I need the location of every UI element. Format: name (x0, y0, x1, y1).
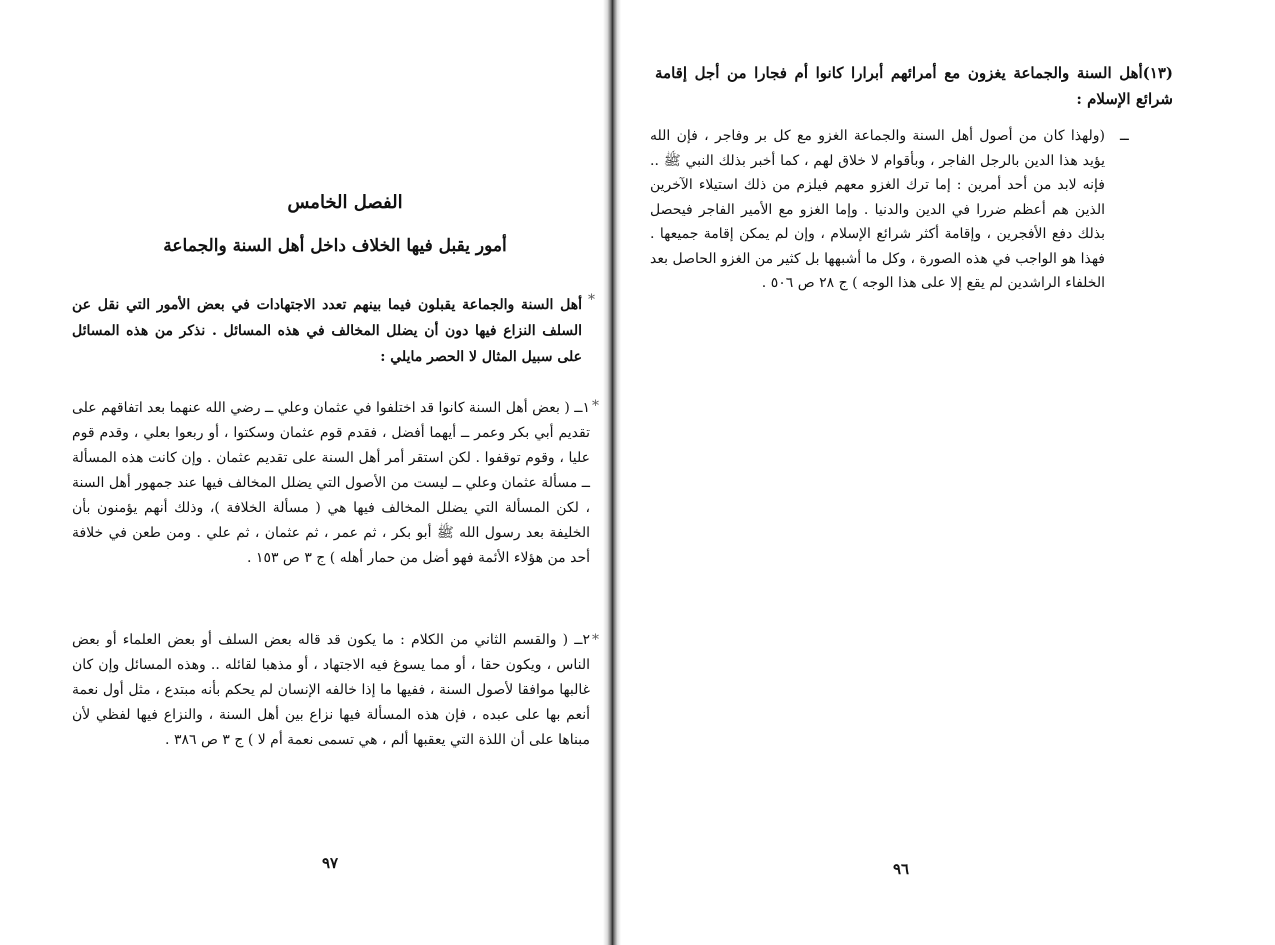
star-marker: * (592, 398, 599, 414)
page-number: ٩٧ (322, 854, 339, 872)
left-page (0, 0, 604, 945)
list-item-1: ١ــ ( بعض أهل السنة كانوا قد اختلفوا في عثمان وعلي ــ رضي الله عنهما بعد اتفاقهم على تقديم أبي بكر وعمر ــ أيهما أفضل ، فقدم قوم عثمان وسكتوا ، أو ربعوا بعلي ، وقدم قوم عليا ، وقوم توقفوا . لكن استقر أمر أهل السنة على تقديم عثمان . وإن كانت هذه المسألة ــ مسألة عثمان وعلي ــ ليست من الأصول التي يضلل المخالف فيها عند جمهور أهل السنة ، لكن المسألة التي يضلل المخالف فيها هي ( مسألة الخلافة )، وذلك أنهم يؤمنون بأن الخليفة بعد رسول الله ﷺ أبو بكر ، ثم عمر ، ثم عثمان ، ثم علي . ومن طعن في خلافة أحد من هؤلاء الأئمة فهو أضل من حمار أهله ) ج ٣ ص ١٥٣ . (72, 400, 590, 566)
section-heading: (١٣)أهل السنة والجماعة يغزون مع أمرائهم أبرارا كانوا أم فجارا من أجل إقامة شرائع الإسلام : (655, 64, 1173, 108)
page-number: ٩٦ (893, 860, 910, 878)
dash-marker: ــ (1120, 126, 1129, 144)
star-marker: * (588, 292, 595, 308)
book-gutter (603, 0, 621, 945)
list-item-2: ٢ــ ( والقسم الثاني من الكلام : ما يكون قد قاله بعض السلف أو بعض العلماء أو بعض الناس ، ويكون حقا ، أو مما يسوغ فيه الاجتهاد ، أو مذهبا لقائله .. وهذه المسائل وإن كان غالبها موافقا لأصول السنة ، ففيها ما إذا خالفه الإنسان لم يحكم بأنه مبتدع ، مثل أول نعمة أنعم بها على عبده ، فإن هذه المسألة فيها نزاع بين أهل السنة ، والنزاع فيها لفظي لأن مبناها على أن اللذة التي يعقبها ألم ، هي تسمى نعمة أم لا ) ج ٣ ص ٣٨٦ . (72, 632, 590, 748)
chapter-subtitle: أمور يقبل فيها الخلاف داخل أهل السنة والجماعة (163, 236, 507, 256)
star-marker: * (592, 632, 599, 648)
chapter-title: الفصل الخامس (287, 192, 403, 213)
intro-paragraph: أهل السنة والجماعة يقبلون فيما بينهم تعدد الاجتهادات في بعض الأمور التي نقل عن السلف النزاع فيها دون أن يضلل المخالف في هذه المسائل . نذكر من هذه المسائل على سبيل المثال لا الحصر مايلي : (72, 297, 582, 365)
quote-paragraph: (ولهذا كان من أصول أهل السنة والجماعة الغزو مع كل بر وفاجر ، فإن الله يؤيد هذا الدين بالرجل الفاجر ، وبأقوام لا خلاق لهم ، كما أخبر بذلك النبي ﷺ .. فإنه لابد من أحد أمرين : إما ترك الغزو معهم فيلزم من ذلك استيلاء الآخرين الذين هم أعظم ضررا في الدين والدنيا . وإما الغزو مع الأمير الفاجر فيحصل بذلك دفع الأفجرين ، وإقامة أكثر شرائع الإسلام ، وإن لم يمكن إقامة جميعها . فهذا هو الواجب في هذه الصورة ، وكل ما أشبهها بل كثير من الغزو الحاصل بعد الخلفاء الراشدين لم يقع إلا على هذا الوجه ) ج ٢٨ ص ٥٠٦ . (650, 128, 1105, 291)
